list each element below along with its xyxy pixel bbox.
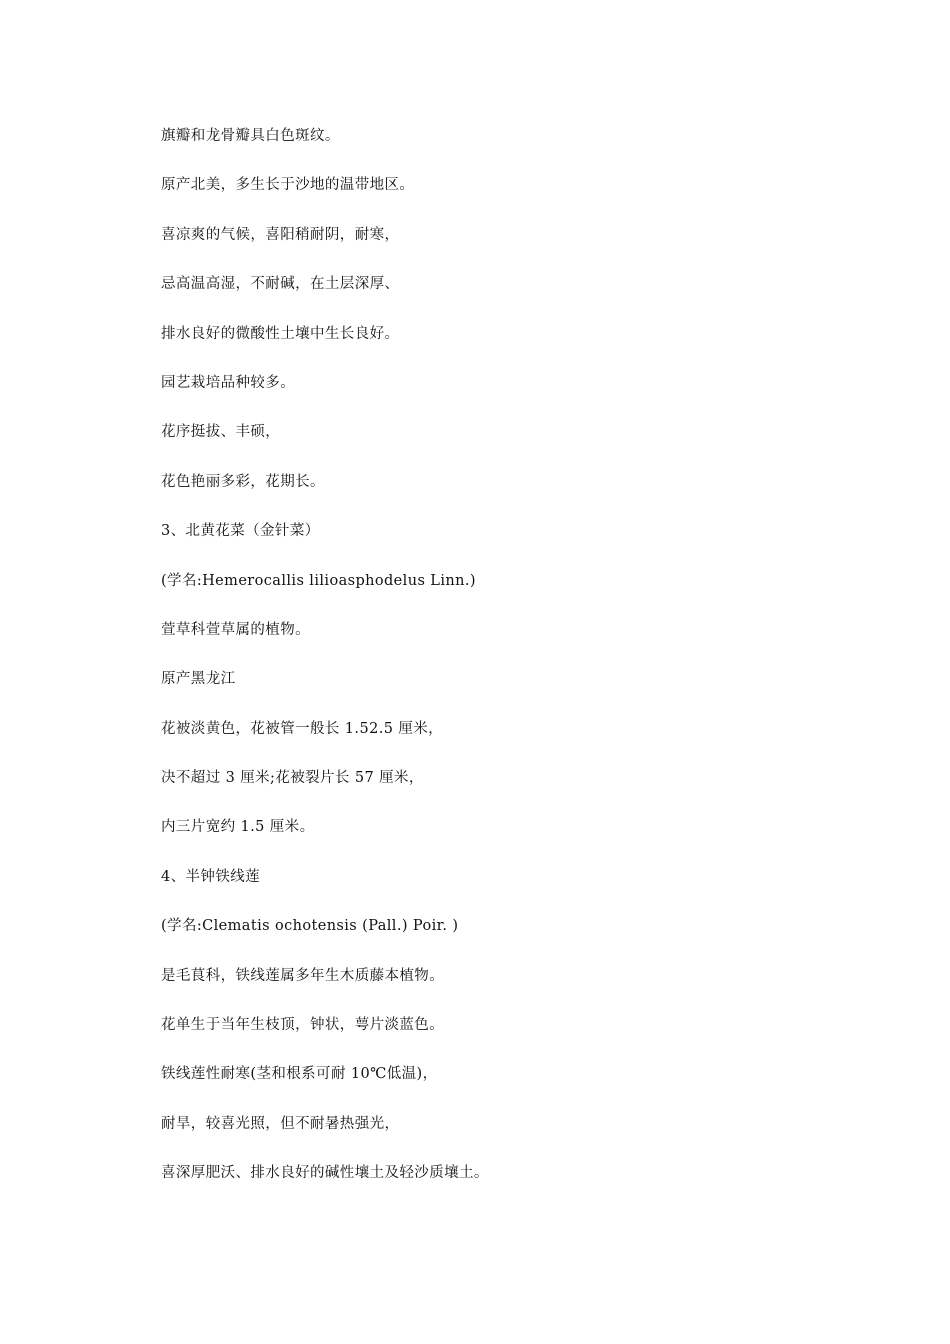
text-line: 喜凉爽的气候，喜阳稍耐阴，耐寒， [161,226,400,243]
section-heading-3: 3、北黄花菜（金针菜） [161,523,320,540]
text-line: 原产北美，多生长于沙地的温带地区。 [161,177,415,194]
scientific-name-line: (学名:Hemerocallis lilioasphodelus Linn.) [161,572,476,589]
text-line: 萱草科萱草属的植物。 [161,621,310,638]
text-line: 花被淡黄色，花被管一般长 1.52.5 厘米， [161,720,444,737]
scientific-name-line: (学名:Clematis ochotensis (Pall.) Poir. ) [161,918,459,935]
text-line: 决不超过 3 厘米;花被裂片长 57 厘米， [161,770,424,787]
text-line: 花序挺拔、丰硕， [161,424,281,441]
section-heading-4: 4、半钟铁线莲 [161,868,261,885]
text-line: 内三片宽约 1.5 厘米。 [161,819,315,836]
text-line: 耐旱，较喜光照，但不耐暑热强光， [161,1115,400,1132]
text-line: 园艺栽培品种较多。 [161,374,296,391]
text-line: 花色艳丽多彩，花期长。 [161,473,325,490]
text-line: 忌高温高湿，不耐碱，在土层深厚、 [161,276,400,293]
text-line: 排水良好的微酸性土壤中生长良好。 [161,325,400,342]
text-line: 花单生于当年生枝顶，钟状，萼片淡蓝色。 [161,1017,445,1034]
text-line: 旗瓣和龙骨瓣具白色斑纹。 [161,128,340,144]
text-line: 原产黑龙江 [161,671,236,688]
text-line: 喜深厚肥沃、排水良好的碱性壤土及轻沙质壤土。 [161,1165,489,1182]
text-line: 铁线莲性耐寒(茎和根系可耐 10℃低温)， [161,1066,438,1083]
text-line: 是毛茛科，铁线莲属多年生木质藤本植物。 [161,967,445,984]
document-body [161,124,861,1211]
